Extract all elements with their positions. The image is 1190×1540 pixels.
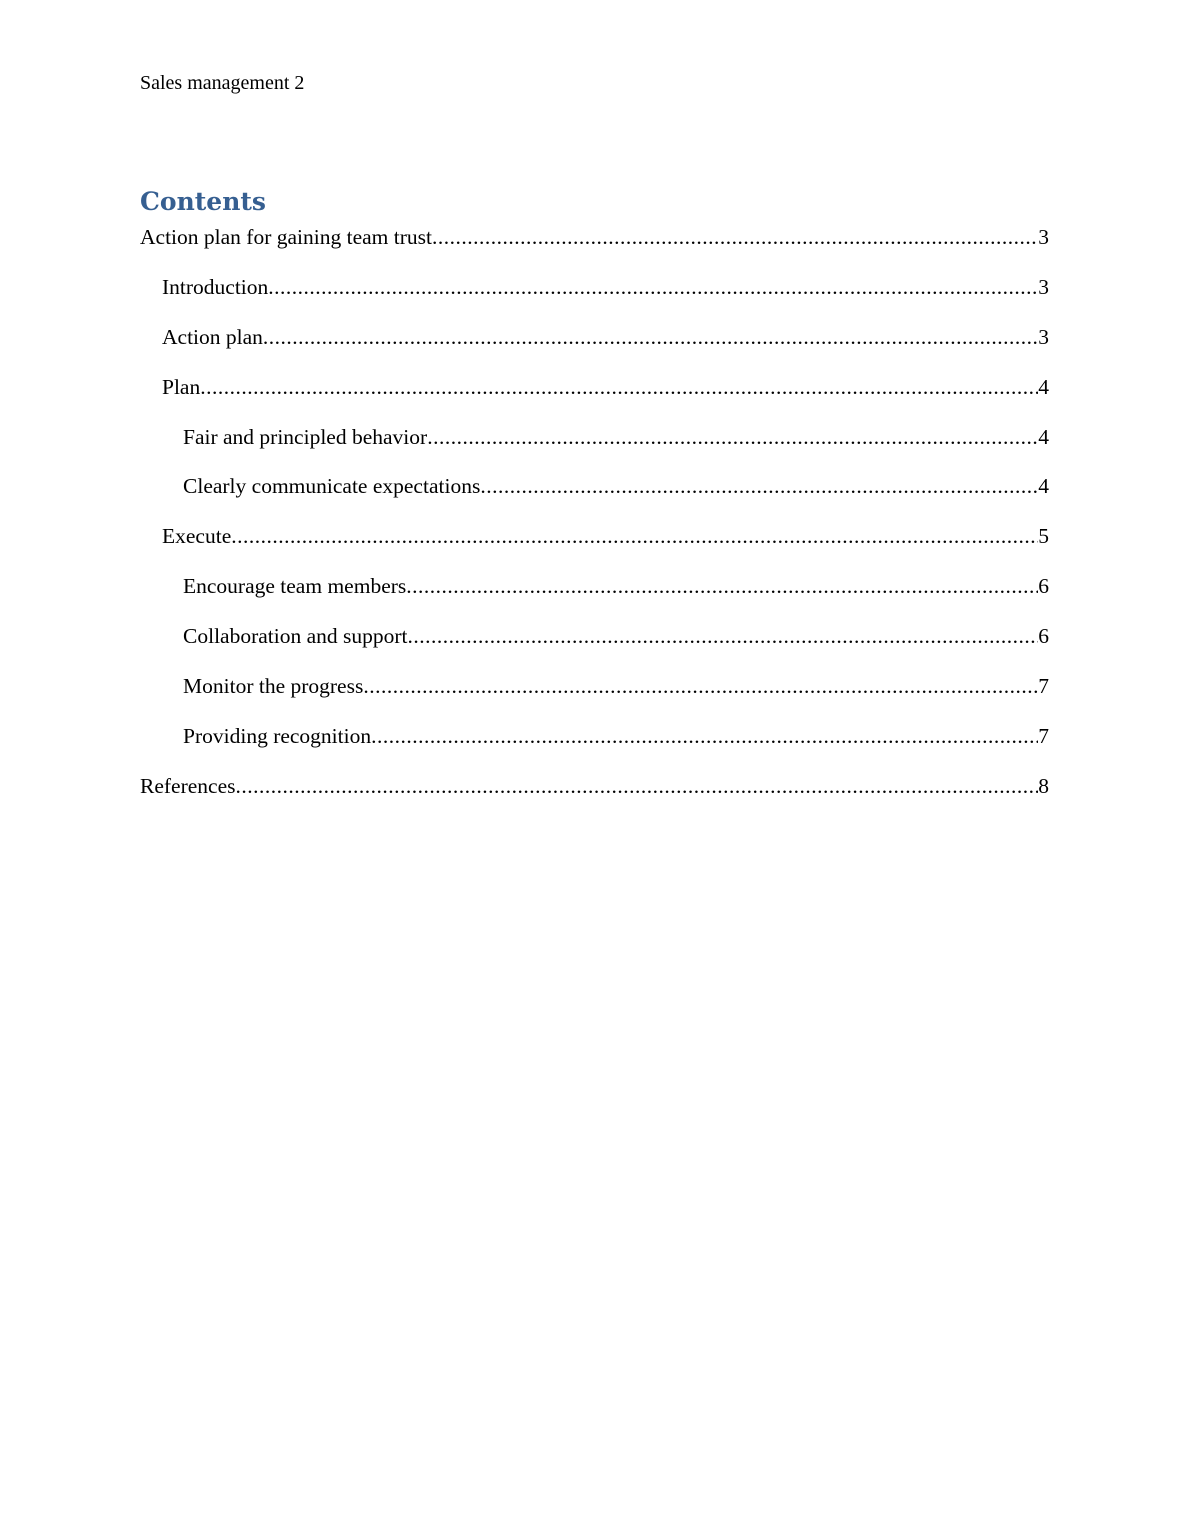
toc-entry-text: Fair and principled behavior — [183, 424, 428, 449]
toc-dot-leader — [408, 622, 1039, 650]
toc-dot-leader — [371, 722, 1038, 750]
toc-entry-text: Action plan for gaining team trust — [140, 225, 432, 249]
toc-dot-leader — [200, 373, 1038, 401]
toc-page-number: 4 — [1038, 424, 1049, 449]
toc-page-number: 6 — [1038, 574, 1049, 599]
toc-dot-leader — [427, 423, 1038, 451]
toc-entry-text: Execute — [162, 524, 232, 549]
toc-page-number: 8 — [1038, 773, 1049, 798]
running-head: Sales management 2 — [140, 72, 305, 94]
toc-page-number: 3 — [1038, 225, 1049, 249]
toc-page-number: 3 — [1038, 274, 1049, 299]
toc-dot-leader — [432, 223, 1038, 251]
toc-page-number: 7 — [1038, 723, 1049, 748]
toc-dot-leader — [236, 772, 1039, 800]
toc-entry-providing-recognition[interactable] — [140, 722, 1049, 772]
toc-entry-references[interactable] — [140, 772, 1049, 822]
toc-entry-text: Monitor the progress — [183, 674, 364, 699]
toc-dot-leader — [480, 472, 1038, 500]
toc-dot-leader — [363, 672, 1038, 700]
toc-entry-collaboration-and-support[interactable] — [140, 622, 1049, 672]
table-of-contents — [140, 223, 1049, 822]
toc-page-number: 4 — [1038, 374, 1049, 399]
toc-page-number: 6 — [1038, 624, 1049, 649]
toc-dot-leader — [268, 273, 1038, 301]
toc-dot-leader — [406, 572, 1038, 600]
toc-title: Contents — [140, 187, 267, 216]
toc-entry-text: Clearly communicate expectations — [183, 474, 481, 499]
toc-entry-introduction[interactable] — [140, 273, 1049, 323]
toc-entry-clearly-communicate-expectations[interactable] — [140, 472, 1049, 522]
toc-entry-text: Collaboration and support — [183, 624, 408, 649]
toc-page-number: 5 — [1038, 524, 1049, 549]
toc-entry-fair-and-principled-behavior[interactable] — [140, 423, 1049, 473]
toc-dot-leader — [263, 323, 1038, 351]
toc-entry-text: Action plan — [162, 324, 263, 349]
toc-page-number: 7 — [1038, 674, 1049, 699]
toc-entry-text: Providing recognition — [183, 723, 372, 748]
toc-entry-action-plan[interactable] — [140, 323, 1049, 373]
toc-entry-execute[interactable] — [140, 522, 1049, 572]
toc-entry-encourage-team-members[interactable] — [140, 572, 1049, 622]
toc-page-number: 4 — [1038, 474, 1049, 499]
toc-dot-leader — [231, 522, 1038, 550]
toc-page-number: 3 — [1038, 324, 1049, 349]
toc-entry-action-plan-for-gaining-team-trust[interactable] — [140, 223, 1049, 273]
toc-entry-text: Introduction — [162, 274, 269, 299]
toc-entry-monitor-the-progress[interactable] — [140, 672, 1049, 722]
toc-entry-text: Encourage team members — [183, 574, 407, 599]
toc-entry-text: References — [140, 773, 236, 798]
toc-entry-text: Plan — [162, 374, 201, 399]
toc-entry-plan[interactable] — [140, 373, 1049, 423]
